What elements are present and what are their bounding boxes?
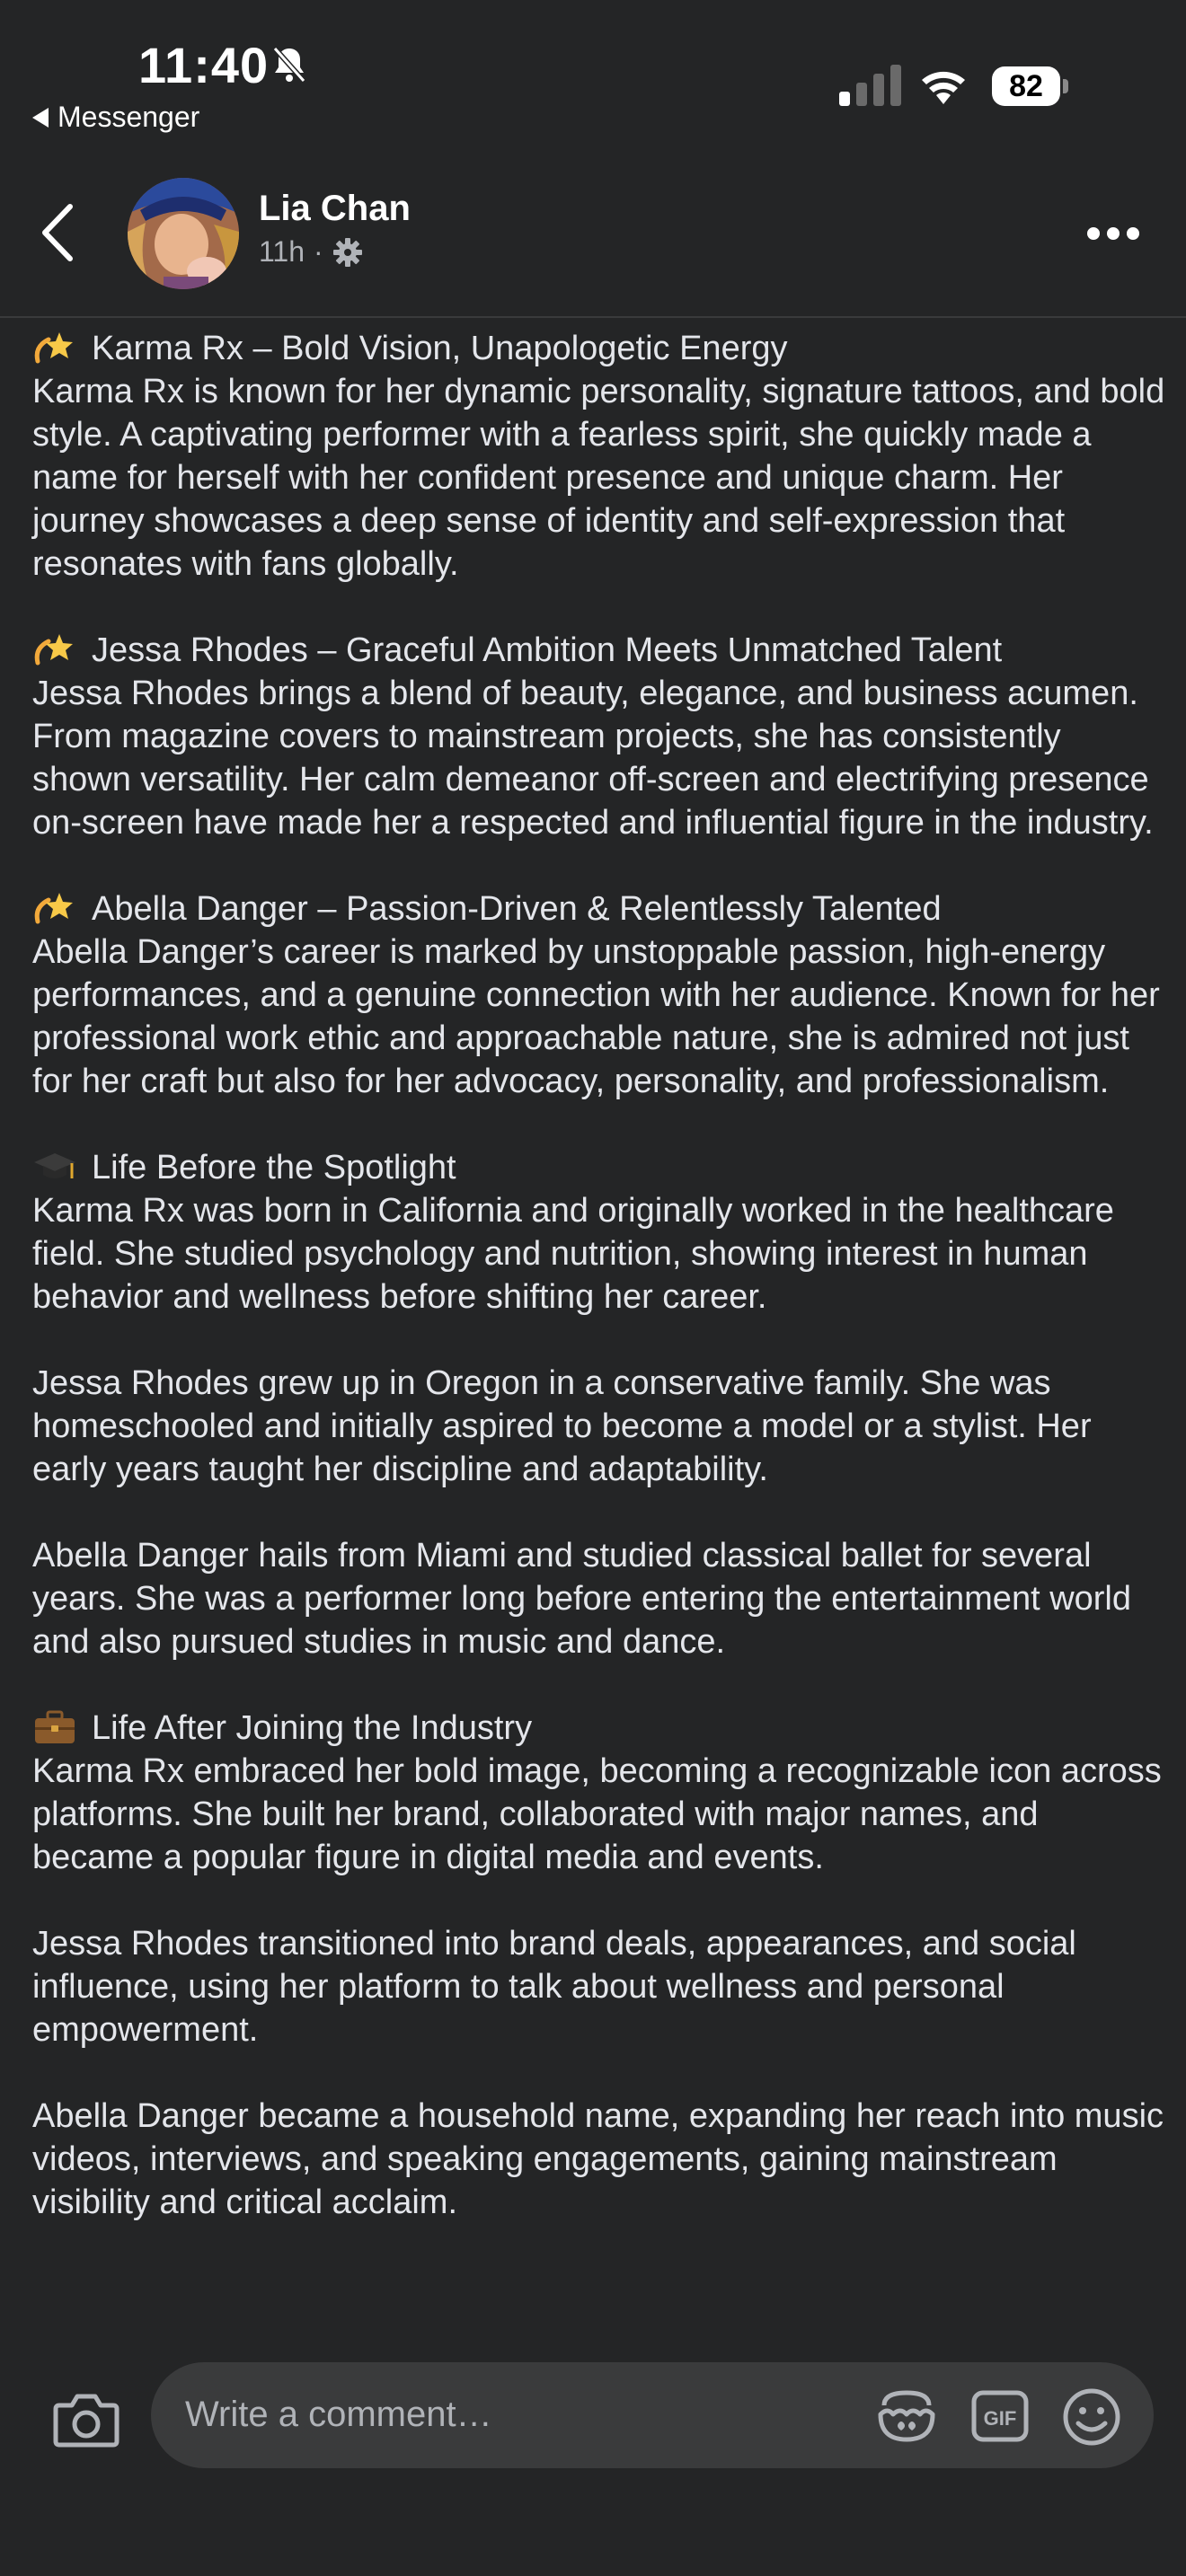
post-paragraph <box>32 887 1168 1103</box>
post-time: 11h <box>259 235 305 268</box>
back-chevron-icon[interactable] <box>36 201 79 264</box>
more-options-button[interactable] <box>1087 216 1155 251</box>
paragraph-text: Abella Danger hails from Miami and studied classical ballet for several years. She was a performer long before entering the entertainment world and also pursued studies in music and dance. <box>32 1537 1131 1661</box>
emoji-icon[interactable] <box>1060 2387 1123 2447</box>
post-body <box>32 327 1168 2267</box>
comment-composer <box>0 2353 1186 2479</box>
paragraph-heading <box>32 629 1168 672</box>
gear-icon <box>332 237 363 268</box>
avatar-sticker-icon[interactable] <box>875 2387 938 2445</box>
post-paragraph <box>32 1146 1168 1319</box>
camera-icon[interactable] <box>52 2391 120 2448</box>
battery-level: 82 <box>992 66 1060 106</box>
post-paragraph <box>32 1922 1168 2051</box>
more-dot <box>1127 227 1139 240</box>
paragraph-heading <box>32 327 1168 370</box>
gif-icon[interactable] <box>970 2387 1030 2445</box>
paragraph-heading <box>32 1146 1168 1189</box>
post-paragraph <box>32 1707 1168 1879</box>
cellular-signal-icon <box>839 65 902 106</box>
back-app-label: Messenger <box>58 101 200 133</box>
paragraph-text: Karma Rx was born in California and originally worked in the healthcare field. She studied psychology and nutrition, showing interest in human behavior and wellness before shifting her career. <box>32 1192 1114 1316</box>
post-meta <box>259 235 363 269</box>
status-bar <box>0 0 1186 153</box>
paragraph-text: Abella Danger became a household name, expanding her reach into music videos, interviews, and speaking engagements, gaining mainstream visibility and critical acclaim. <box>32 2097 1164 2221</box>
back-to-messenger[interactable] <box>32 101 199 134</box>
briefcase-icon <box>32 1707 77 1748</box>
battery-cap <box>1063 79 1068 93</box>
comment-placeholder: Write a comment… <box>185 2395 492 2434</box>
wifi-icon <box>918 63 969 108</box>
avatar-image <box>128 178 239 289</box>
paragraph-heading <box>32 1707 1168 1750</box>
dizzy-star-icon <box>32 887 77 929</box>
post-paragraph <box>32 1362 1168 1491</box>
back-triangle-icon <box>32 108 49 128</box>
dizzy-star-icon <box>32 327 77 368</box>
paragraph-text: Karma Rx is known for her dynamic personality, signature tattoos, and bold style. A captivating performer with a fearless spirit, she quickly made a name for herself with her confident presence and unique charm. Her journey showcases a deep sense of identity and self-expression that resonates with fans globally. <box>32 373 1165 583</box>
post-paragraph <box>32 629 1168 844</box>
more-dot <box>1087 227 1100 240</box>
status-time: 11:40 <box>138 37 270 93</box>
paragraph-text: Abella Danger’s career is marked by unstoppable passion, high-energy performances, and a genuine connection with her audience. Known for her professional work ethic and approachable nature, she is admired not just for her craft but also for her advocacy, personality, and professionalism. <box>32 933 1160 1100</box>
comment-input[interactable] <box>151 2362 1154 2468</box>
paragraph-heading-text: Life Before the Spotlight <box>92 1149 456 1187</box>
graduation-cap-icon <box>32 1146 77 1187</box>
paragraph-text: Jessa Rhodes transitioned into brand deals, appearances, and social influence, using her platform to talk about wellness and personal empowerment. <box>32 1925 1076 2049</box>
paragraph-heading-text: Life After Joining the Industry <box>92 1709 533 1747</box>
post-header <box>0 153 1186 318</box>
bell-muted-icon <box>268 43 311 86</box>
paragraph-text: Jessa Rhodes brings a blend of beauty, elegance, and business acumen. From magazine covers to mainstream projects, she has consistently shown versatility. Her calm demeanor off-screen and electrifying presence on-screen have made her a respected and influential figure in the industry. <box>32 675 1154 842</box>
paragraph-heading-text: Jessa Rhodes – Graceful Ambition Meets Unmatched Talent <box>92 631 1003 669</box>
paragraph-heading-text: Karma Rx – Bold Vision, Unapologetic Energy <box>92 330 788 367</box>
avatar[interactable] <box>128 178 239 289</box>
paragraph-heading <box>32 887 1168 931</box>
dizzy-star-icon <box>32 629 77 670</box>
post-paragraph <box>32 327 1168 586</box>
paragraph-text: Jessa Rhodes grew up in Oregon in a conservative family. She was homeschooled and initially aspired to become a model or a stylist. Her early years taught her discipline and adaptability. <box>32 1364 1092 1488</box>
meta-separator: · <box>314 235 323 268</box>
post-paragraph <box>32 1534 1168 1663</box>
paragraph-heading-text: Abella Danger – Passion-Driven & Relentlessly Talented <box>92 890 942 928</box>
more-dot <box>1107 227 1120 240</box>
svg-text:GIF: GIF <box>983 2407 1017 2430</box>
author-name[interactable]: Lia Chan <box>259 189 411 228</box>
paragraph-text: Karma Rx embraced her bold image, becoming a recognizable icon across platforms. She built her brand, collaborated with major names, and became a popular figure in digital media and events. <box>32 1752 1162 1876</box>
battery-indicator <box>992 66 1069 108</box>
post-paragraph <box>32 2095 1168 2224</box>
